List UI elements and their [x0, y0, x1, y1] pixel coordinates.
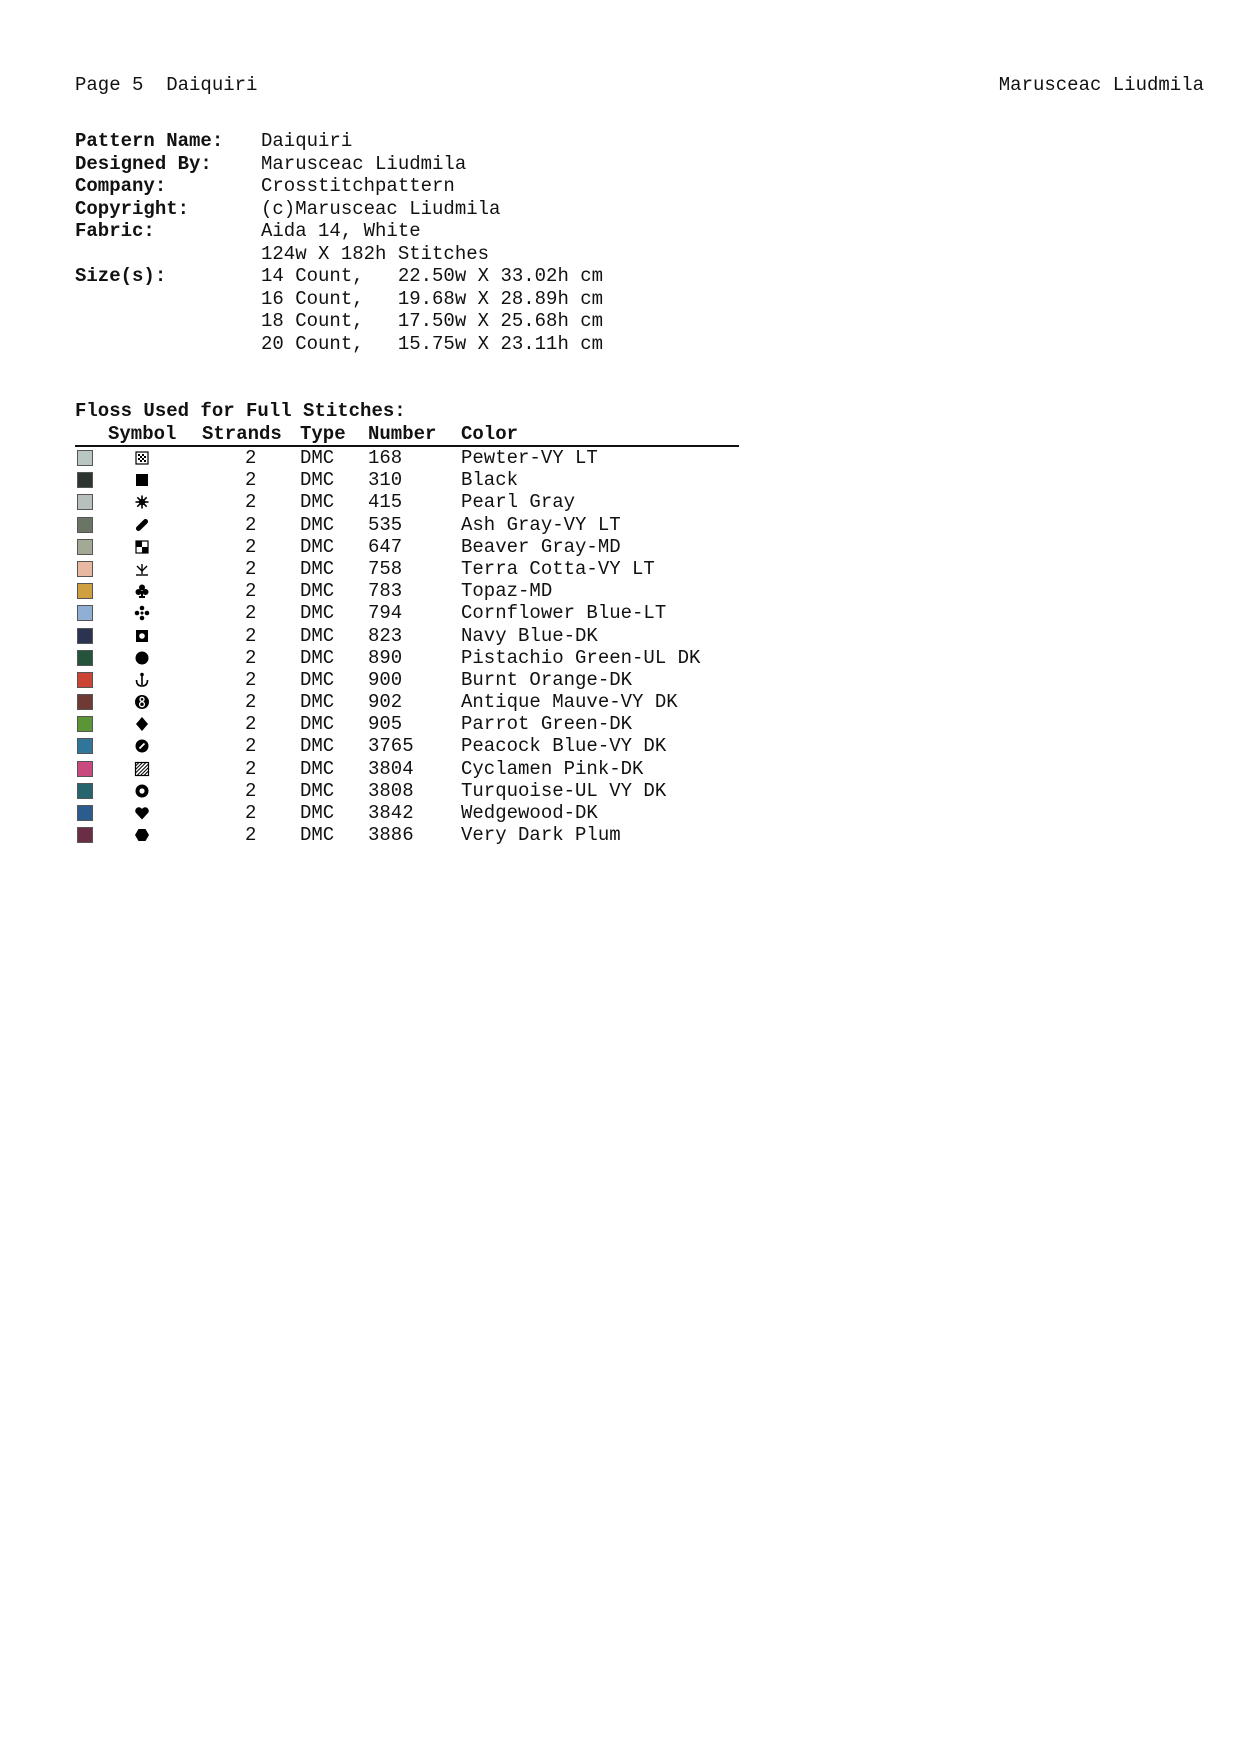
floss-section-title: Floss Used for Full Stitches:	[75, 400, 406, 422]
floss-row	[75, 691, 739, 713]
floss-strands: 2	[245, 624, 257, 647]
copyright-value: (c)Marusceac Liudmila	[261, 197, 501, 220]
header-type: Type	[300, 423, 346, 445]
floss-number: 783	[368, 580, 403, 603]
size-row	[75, 333, 603, 356]
floss-type: DMC	[300, 469, 335, 492]
floss-row	[75, 558, 739, 580]
company-value: Crosstitchpattern	[261, 175, 455, 197]
color-swatch	[77, 672, 93, 688]
square-hole-icon	[134, 628, 150, 644]
floss-number: 647	[368, 535, 403, 558]
color-swatch	[77, 738, 93, 754]
size-value: 18 Count, 17.50w X 25.68h cm	[261, 310, 604, 332]
floss-number: 890	[368, 646, 403, 669]
floss-strands: 2	[245, 779, 257, 802]
floss-type: DMC	[300, 535, 335, 558]
floss-type: DMC	[300, 557, 335, 580]
floss-color-name: Pistachio Green-UL DK	[461, 646, 701, 669]
color-swatch	[77, 628, 93, 644]
fabric-label: Fabric:	[75, 220, 155, 242]
floss-row	[75, 780, 739, 802]
floss-type: DMC	[300, 713, 335, 736]
copyright-row	[75, 198, 603, 221]
floss-table-header	[75, 423, 739, 447]
floss-number: 3765	[368, 735, 414, 758]
size-row	[75, 288, 603, 311]
designed-by-value: Marusceac Liudmila	[261, 152, 467, 175]
floss-row	[75, 536, 739, 558]
designed-by-row	[75, 153, 603, 176]
sizes-label: Size(s):	[75, 265, 167, 287]
color-swatch	[77, 561, 93, 577]
floss-color-name: Turquoise-UL VY DK	[461, 779, 667, 802]
floss-color-name: Very Dark Plum	[461, 824, 621, 847]
floss-color-name: Burnt Orange-DK	[461, 668, 633, 691]
size-value: 14 Count, 22.50w X 33.02h cm	[261, 265, 604, 287]
fabric-row	[75, 220, 603, 243]
floss-number: 415	[368, 491, 403, 514]
color-swatch	[77, 716, 93, 732]
floss-number: 794	[368, 602, 403, 625]
floss-row	[75, 469, 739, 491]
size-row	[75, 310, 603, 333]
floss-number: 535	[368, 513, 403, 536]
floss-color-name: Pewter-VY LT	[461, 447, 598, 469]
color-swatch	[77, 694, 93, 710]
hexagon-icon	[134, 827, 150, 843]
floss-type: DMC	[300, 779, 335, 802]
floss-number: 3886	[368, 824, 414, 847]
company-label: Company:	[75, 175, 167, 197]
color-swatch	[77, 583, 93, 599]
page-header-author: Marusceac Liudmila	[998, 74, 1204, 96]
floss-type: DMC	[300, 646, 335, 669]
color-swatch	[77, 539, 93, 555]
color-swatch	[77, 494, 93, 510]
pattern-name-value: Daiquiri	[261, 130, 353, 152]
floss-strands: 2	[245, 802, 257, 824]
slashed-circle-icon	[134, 738, 150, 754]
pill-icon	[134, 517, 150, 533]
floss-strands: 2	[245, 513, 257, 536]
copyright-label: Copyright:	[75, 197, 190, 220]
floss-row	[75, 580, 739, 602]
floss-type: DMC	[300, 824, 335, 847]
floss-type: DMC	[300, 757, 335, 780]
floss-row	[75, 669, 739, 691]
fabric-value: Aida 14, White	[261, 220, 421, 242]
floss-color-name: Topaz-MD	[461, 580, 553, 603]
floss-rows	[75, 447, 739, 846]
floss-color-name: Cornflower Blue-LT	[461, 602, 667, 625]
floss-type: DMC	[300, 602, 335, 625]
diamond-icon	[134, 716, 150, 732]
floss-type: DMC	[300, 491, 335, 514]
floss-number: 902	[368, 691, 403, 714]
floss-color-name: Peacock Blue-VY DK	[461, 735, 667, 758]
starburst-icon	[134, 494, 150, 510]
pattern-info-table	[75, 130, 603, 355]
dotted-square-icon	[134, 450, 150, 466]
company-row	[75, 175, 603, 198]
anchor-icon	[134, 672, 150, 688]
header-strands: Strands	[202, 423, 282, 445]
floss-type: DMC	[300, 668, 335, 691]
floss-type: DMC	[300, 513, 335, 536]
pattern-name-row	[75, 130, 603, 153]
floss-number: 823	[368, 624, 403, 647]
floss-number: 3808	[368, 779, 414, 802]
floss-row	[75, 514, 739, 536]
filled-square-icon	[134, 472, 150, 488]
stitches-value: 124w X 182h Stitches	[261, 242, 490, 265]
floss-strands: 2	[245, 691, 257, 714]
floss-row	[75, 491, 739, 513]
hatched-square-icon	[134, 761, 150, 777]
size-value: 20 Count, 15.75w X 23.11h cm	[261, 332, 604, 355]
floss-row	[75, 625, 739, 647]
floss-row	[75, 802, 739, 824]
floss-row	[75, 735, 739, 757]
floss-type: DMC	[300, 580, 335, 603]
color-swatch	[77, 605, 93, 621]
ring-icon	[134, 783, 150, 799]
floss-row	[75, 824, 739, 846]
floss-row	[75, 447, 739, 469]
color-swatch	[77, 517, 93, 533]
pattern-name-label: Pattern Name:	[75, 130, 224, 152]
floss-strands: 2	[245, 735, 257, 758]
size-value: 16 Count, 19.68w X 28.89h cm	[261, 287, 604, 310]
floss-color-name: Parrot Green-DK	[461, 713, 633, 736]
floss-strands: 2	[245, 713, 257, 736]
floss-color-name: Beaver Gray-MD	[461, 535, 621, 558]
color-swatch	[77, 450, 93, 466]
header-color: Color	[461, 423, 519, 445]
filled-circle-icon	[134, 650, 150, 666]
color-swatch	[77, 650, 93, 666]
floss-number: 900	[368, 668, 403, 691]
color-swatch	[77, 805, 93, 821]
floss-number: 758	[368, 557, 403, 580]
floss-table	[75, 423, 739, 846]
floss-strands: 2	[245, 557, 257, 580]
floss-type: DMC	[300, 624, 335, 647]
floss-strands: 2	[245, 491, 257, 514]
page-header-title: Page 5 Daiquiri	[75, 74, 258, 96]
floss-strands: 2	[245, 668, 257, 691]
designed-by-label: Designed By:	[75, 152, 212, 175]
flower-icon	[134, 605, 150, 621]
color-swatch	[77, 472, 93, 488]
floss-strands: 2	[245, 535, 257, 558]
header-symbol: Symbol	[108, 423, 177, 445]
floss-strands: 2	[245, 824, 257, 847]
color-swatch	[77, 783, 93, 799]
floss-color-name: Terra Cotta-VY LT	[461, 557, 655, 580]
eight-ball-icon	[134, 694, 150, 710]
stitches-row	[75, 243, 603, 266]
floss-number: 905	[368, 713, 403, 736]
club-icon	[134, 583, 150, 599]
floss-color-name: Cyclamen Pink-DK	[461, 757, 644, 780]
floss-strands: 2	[245, 602, 257, 625]
floss-strands: 2	[245, 646, 257, 669]
floss-type: DMC	[300, 447, 335, 469]
header-number: Number	[368, 423, 437, 445]
floss-type: DMC	[300, 802, 335, 824]
floss-row	[75, 758, 739, 780]
floss-strands: 2	[245, 757, 257, 780]
color-swatch	[77, 827, 93, 843]
sprout-icon	[134, 561, 150, 577]
floss-row	[75, 602, 739, 624]
floss-color-name: Antique Mauve-VY DK	[461, 691, 678, 714]
heart-icon	[134, 805, 150, 821]
floss-type: DMC	[300, 691, 335, 714]
size-row	[75, 265, 603, 288]
floss-color-name: Navy Blue-DK	[461, 624, 598, 647]
floss-number: 310	[368, 469, 403, 492]
floss-color-name: Black	[461, 469, 519, 492]
floss-strands: 2	[245, 447, 257, 469]
floss-row	[75, 713, 739, 735]
floss-row	[75, 647, 739, 669]
floss-strands: 2	[245, 469, 257, 492]
floss-type: DMC	[300, 735, 335, 758]
floss-number: 3842	[368, 802, 414, 824]
checker-square-icon	[134, 539, 150, 555]
floss-color-name: Wedgewood-DK	[461, 802, 598, 824]
floss-color-name: Pearl Gray	[461, 491, 576, 514]
floss-number: 168	[368, 447, 403, 469]
floss-number: 3804	[368, 757, 414, 780]
floss-color-name: Ash Gray-VY LT	[461, 513, 621, 536]
color-swatch	[77, 761, 93, 777]
floss-strands: 2	[245, 580, 257, 603]
